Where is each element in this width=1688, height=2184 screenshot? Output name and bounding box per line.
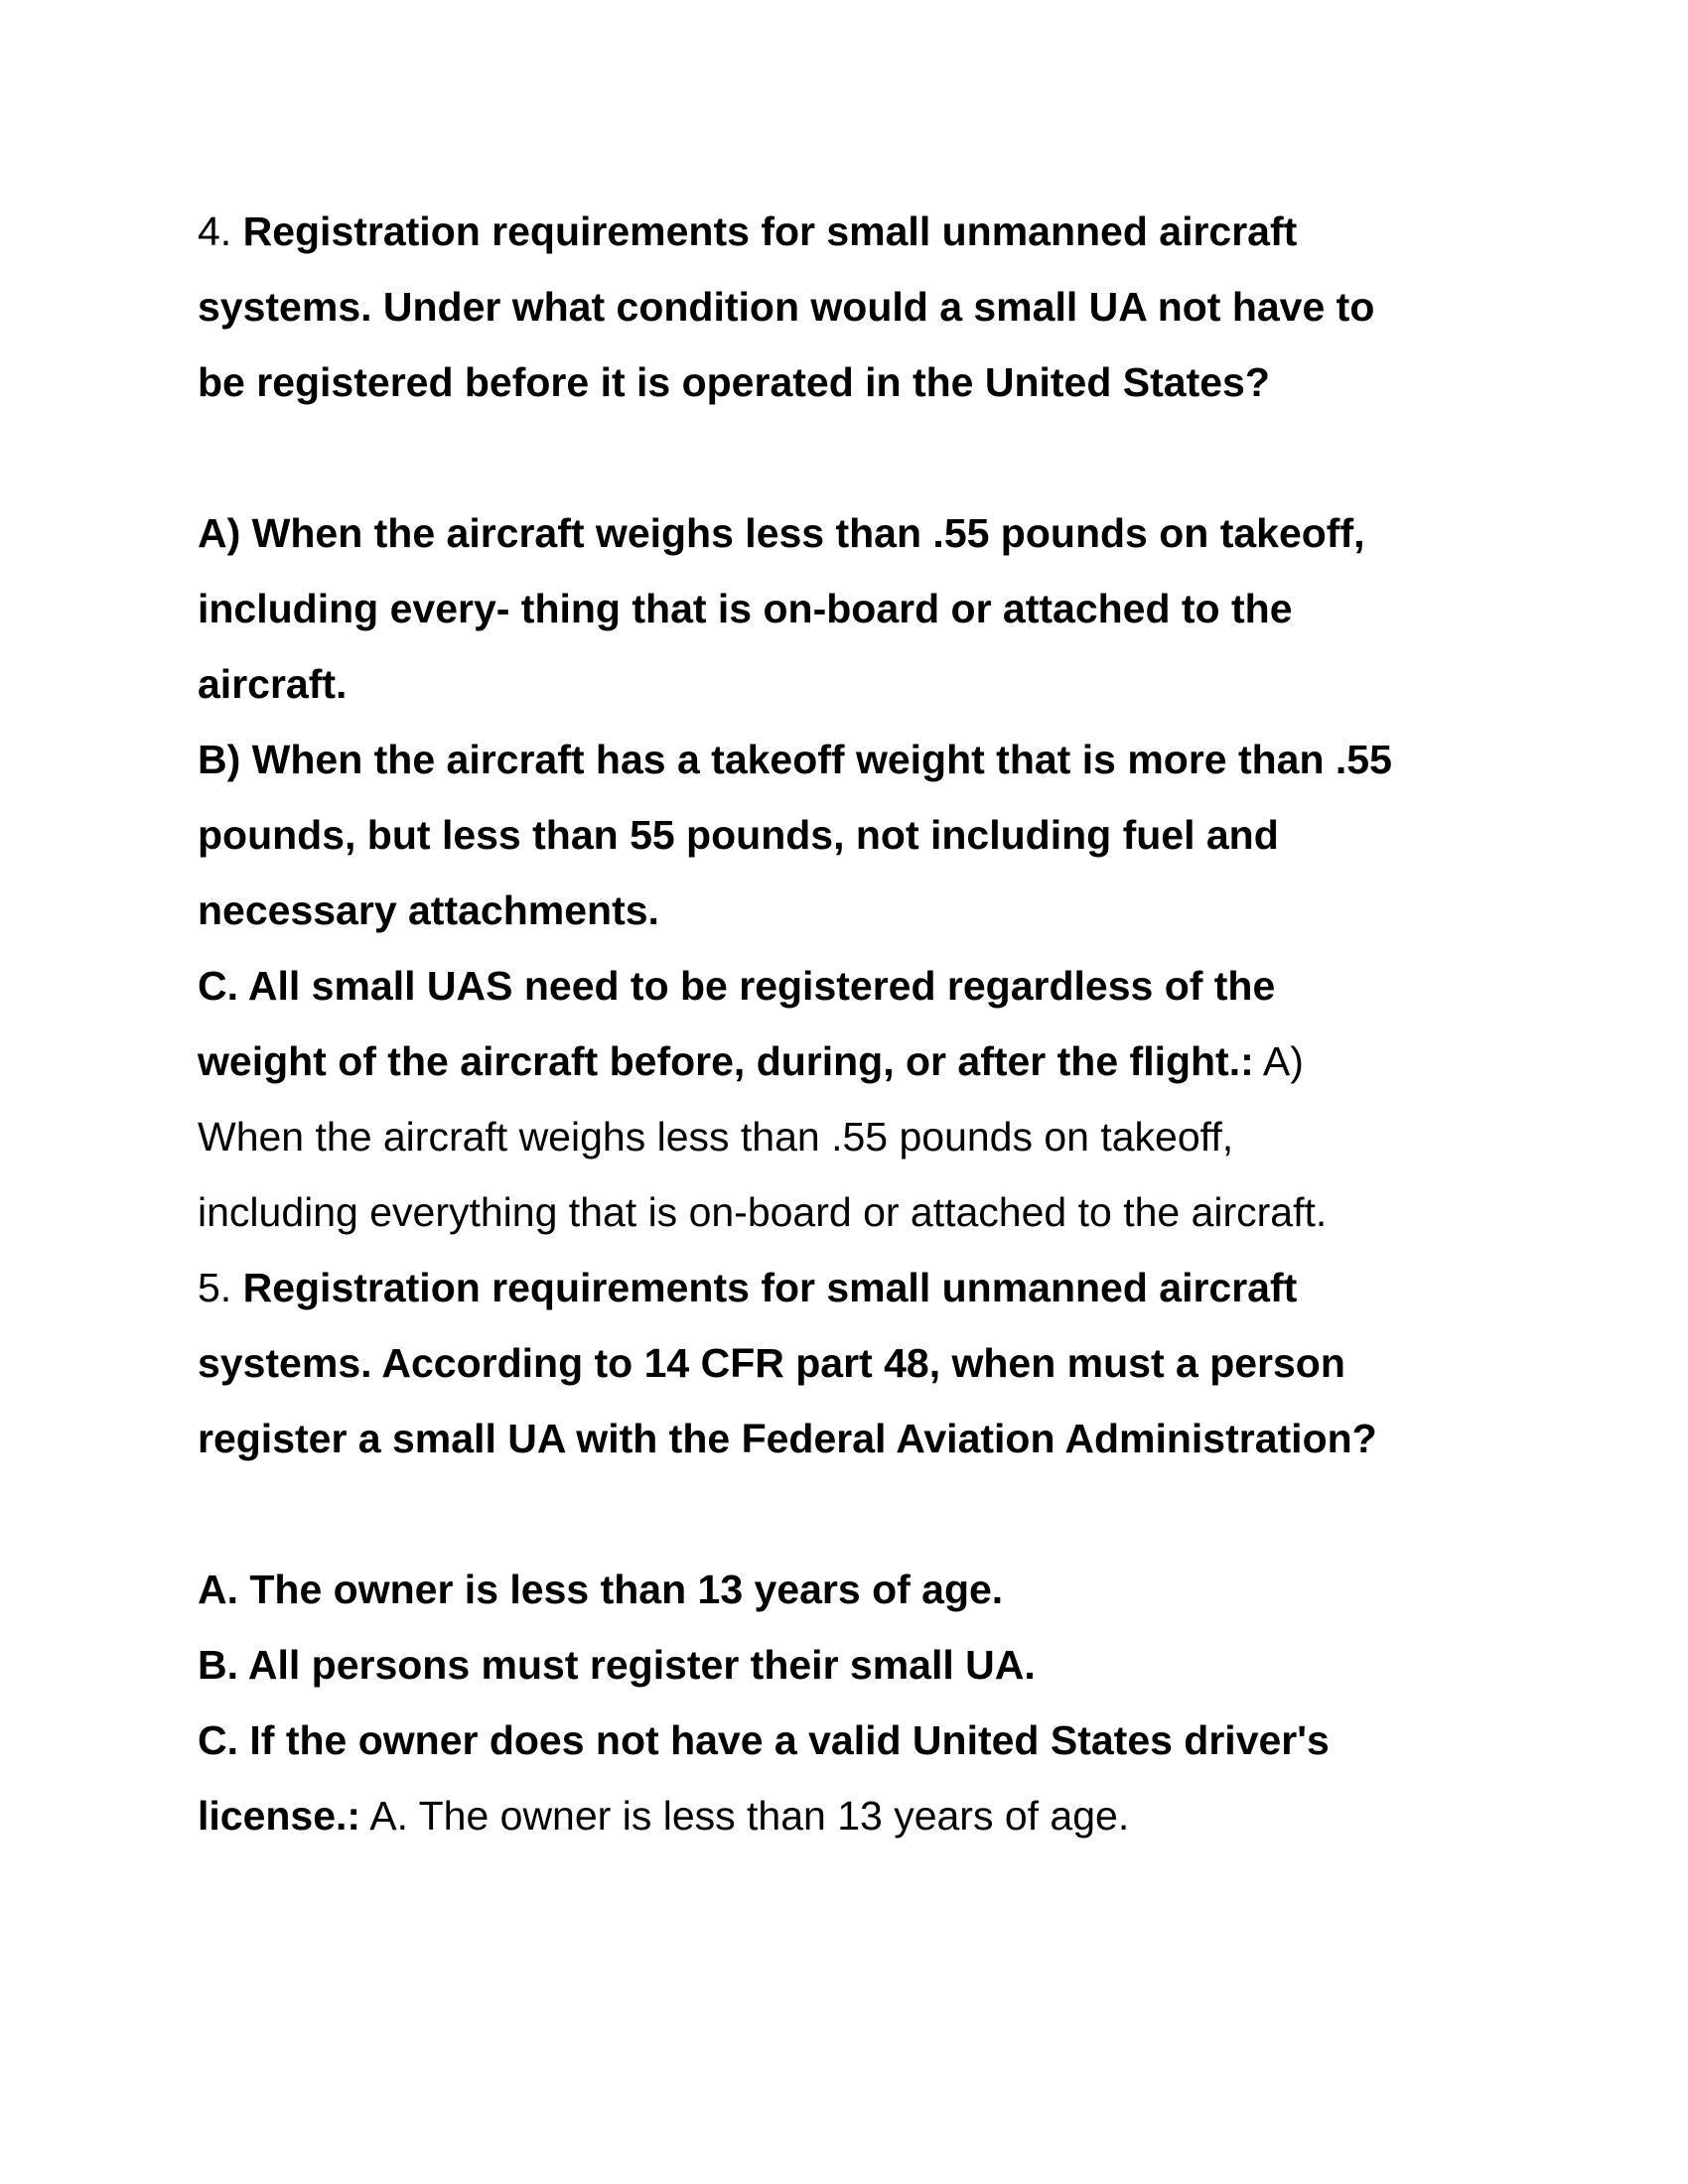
q4-option-b-line-1: B) When the aircraft has a takeoff weight that is more than .55	[198, 737, 1392, 782]
spacer	[198, 1476, 1508, 1552]
q4-option-c-line-2	[198, 1024, 1508, 1099]
q5-stem-line-1	[198, 1250, 1508, 1325]
q4-answer-start: A)	[1253, 1038, 1304, 1084]
q5-stem-line-2: systems. According to 14 CFR part 48, when must a person	[198, 1340, 1345, 1386]
q4-answer-line-2: including everything that is on-board or attached to the aircraft.	[198, 1189, 1328, 1235]
q4-number: 4.	[198, 208, 243, 254]
q5-stem-text: Registration requirements for small unmanned aircraft	[242, 1265, 1298, 1310]
q4-option-b-line-2: pounds, but less than 55 pounds, not including fuel and	[198, 812, 1279, 858]
q5-stem-line-3: register a small UA with the Federal Aviation Administration?	[198, 1416, 1377, 1461]
q4-stem-line-3: be registered before it is operated in the United States?	[198, 359, 1270, 405]
q4-option-c-line-1: C. All small UAS need to be registered regardless of the	[198, 963, 1276, 1009]
q5-option-b: B. All persons must register their small UA.	[198, 1642, 1036, 1688]
q5-option-c-line-1: C. If the owner does not have a valid United States driver's	[198, 1717, 1330, 1763]
q4-option-a-line-2: including every- thing that is on-board or attached to the	[198, 586, 1293, 631]
q4-answer-line-1: When the aircraft weighs less than .55 pounds on takeoff,	[198, 1114, 1234, 1160]
document-page	[198, 194, 1508, 1853]
q4-option-a-line-1: A) When the aircraft weighs less than .55 pounds on takeoff,	[198, 510, 1365, 556]
q5-option-c-tail: license.:	[198, 1793, 361, 1839]
spacer	[198, 420, 1508, 495]
q5-number: 5.	[198, 1265, 243, 1310]
q5-answer: A. The owner is less than 13 years of age.	[360, 1793, 1130, 1839]
q4-stem-line-1	[198, 194, 1508, 269]
q4-option-a-line-3: aircraft.	[198, 661, 348, 707]
q4-stem-text: Registration requirements for small unmanned aircraft	[242, 208, 1298, 254]
q4-stem-line-2: systems. Under what condition would a small UA not have to	[198, 284, 1375, 330]
q5-option-a: A. The owner is less than 13 years of age.	[198, 1567, 1004, 1612]
q4-option-c-tail: weight of the aircraft before, during, or after the flight.:	[198, 1038, 1254, 1084]
q4-option-b-line-3: necessary attachments.	[198, 887, 659, 933]
q5-option-c-line-2	[198, 1778, 1508, 1853]
